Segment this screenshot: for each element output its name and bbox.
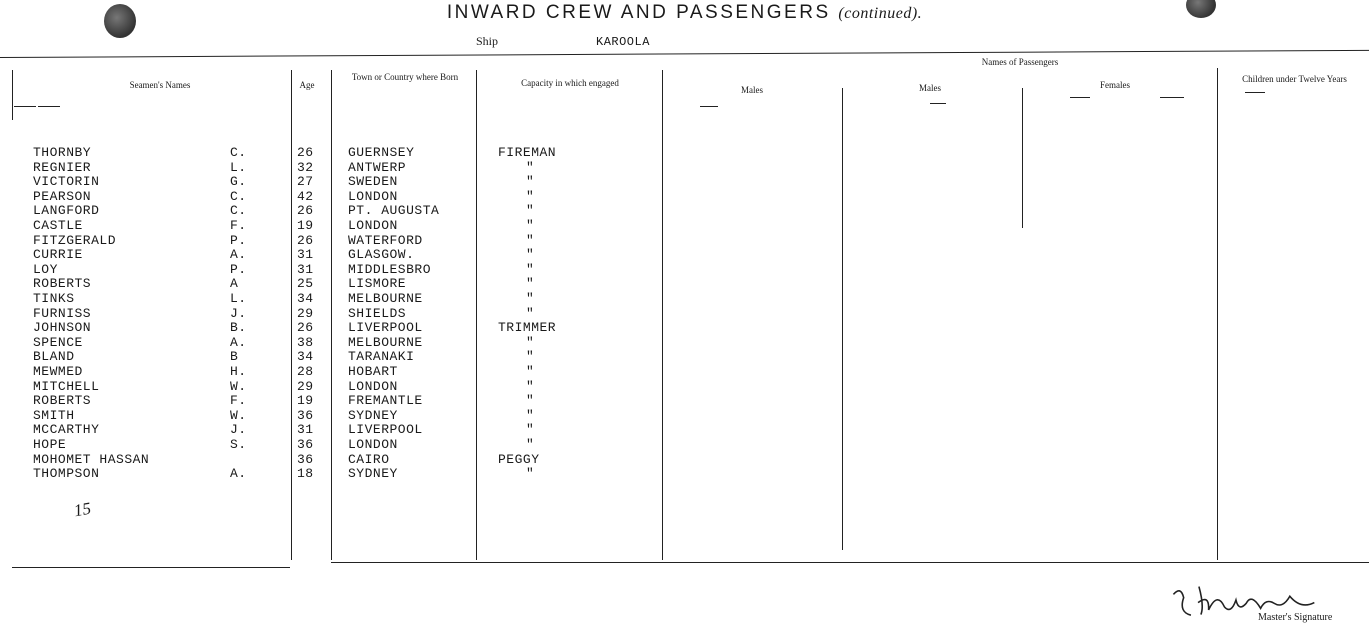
crew-capacity-ditto: " bbox=[526, 407, 535, 423]
crew-surname: MITCHELL bbox=[33, 378, 100, 394]
crew-age: 26 bbox=[297, 203, 314, 219]
crew-capacity-ditto: " bbox=[526, 247, 535, 263]
crew-born: PT. AUGUSTA bbox=[348, 203, 440, 219]
page-title bbox=[0, 2, 1369, 24]
crew-initial: S. bbox=[230, 437, 247, 452]
crew-initial: A. bbox=[230, 247, 247, 263]
crew-born: CAIRO bbox=[348, 451, 390, 467]
crew-capacity-ditto: " bbox=[526, 232, 535, 248]
header-capacity: Capacity in which engaged bbox=[521, 78, 619, 88]
crew-born: TARANAKI bbox=[348, 349, 415, 365]
crew-surname: HOPE bbox=[33, 437, 67, 452]
crew-surname: ROBERTS bbox=[33, 393, 92, 409]
ship-name: KAROOLA bbox=[596, 35, 650, 49]
crew-capacity-ditto: " bbox=[526, 349, 535, 365]
crew-born: LIVERPOOL bbox=[348, 320, 423, 336]
crew-capacity-ditto: " bbox=[526, 276, 535, 292]
crew-capacity-ditto: " bbox=[526, 305, 535, 321]
signature-label: Master's Signature bbox=[1258, 612, 1333, 623]
crew-surname: MEWMED bbox=[33, 364, 83, 379]
tally-mark: 15 bbox=[72, 498, 93, 521]
crew-age: 31 bbox=[297, 261, 314, 277]
crew-capacity-ditto: " bbox=[526, 334, 535, 350]
crew-born: HOBART bbox=[348, 364, 398, 379]
crew-surname: PEARSON bbox=[33, 188, 92, 204]
crew-born: SYDNEY bbox=[348, 407, 398, 423]
crew-born: LISMORE bbox=[348, 276, 407, 292]
crew-capacity-ditto: " bbox=[526, 159, 535, 175]
crew-capacity-ditto: " bbox=[526, 437, 535, 452]
crew-initial: B. bbox=[230, 320, 247, 336]
crew-born: LONDON bbox=[348, 218, 398, 233]
crew-age: 26 bbox=[297, 320, 314, 336]
header-males-1: Males bbox=[741, 85, 763, 95]
crew-born: MELBOURNE bbox=[348, 334, 423, 350]
crew-born: LONDON bbox=[348, 188, 398, 204]
header-females: Females bbox=[1100, 80, 1130, 90]
crew-initial: L. bbox=[230, 291, 247, 306]
crew-surname: TINKS bbox=[33, 291, 75, 306]
crew-surname: CURRIE bbox=[33, 247, 83, 263]
crew-age: 29 bbox=[297, 305, 314, 321]
crew-born: SHIELDS bbox=[348, 305, 407, 321]
crew-born: LONDON bbox=[348, 378, 398, 394]
crew-capacity-ditto: " bbox=[526, 174, 535, 190]
header-age: Age bbox=[299, 80, 315, 90]
crew-age: 34 bbox=[297, 349, 314, 365]
header-born: Town or Country where Born bbox=[351, 72, 459, 82]
crew-age: 34 bbox=[297, 291, 314, 306]
crew-age: 32 bbox=[297, 159, 314, 175]
crew-capacity-ditto: " bbox=[526, 422, 535, 438]
crew-initial: A. bbox=[230, 466, 247, 482]
crew-born: GUERNSEY bbox=[348, 145, 415, 160]
header-passengers: Names of Passengers bbox=[981, 57, 1059, 67]
crew-age: 29 bbox=[297, 378, 314, 394]
crew-age: 26 bbox=[297, 232, 314, 248]
crew-surname: ROBERTS bbox=[33, 276, 92, 292]
crew-capacity-ditto: " bbox=[526, 261, 535, 277]
crew-age: 28 bbox=[297, 364, 314, 379]
crew-surname: VICTORIN bbox=[33, 174, 100, 190]
crew-born: LONDON bbox=[348, 437, 398, 452]
crew-born: SWEDEN bbox=[348, 174, 398, 190]
crew-capacity-ditto: " bbox=[526, 188, 535, 204]
crew-initial: C. bbox=[230, 188, 247, 204]
crew-born: WATERFORD bbox=[348, 232, 423, 248]
crew-surname: JOHNSON bbox=[33, 320, 92, 336]
crew-surname: LOY bbox=[33, 261, 58, 277]
crew-age: 25 bbox=[297, 276, 314, 292]
crew-surname: THOMPSON bbox=[33, 466, 100, 482]
crew-age: 38 bbox=[297, 334, 314, 350]
crew-capacity-ditto: " bbox=[526, 218, 535, 233]
crew-surname: REGNIER bbox=[33, 159, 92, 175]
crew-born: LIVERPOOL bbox=[348, 422, 423, 438]
crew-initial: C. bbox=[230, 203, 247, 219]
crew-initial: G. bbox=[230, 174, 247, 190]
crew-initial: W. bbox=[230, 407, 247, 423]
crew-initial: J. bbox=[230, 422, 247, 438]
crew-initial: W. bbox=[230, 378, 247, 394]
title-text: INWARD CREW AND PASSENGERS bbox=[446, 2, 831, 23]
title-continued: (continued). bbox=[838, 5, 923, 22]
crew-surname: FITZGERALD bbox=[33, 232, 117, 248]
crew-initial: B bbox=[230, 349, 239, 365]
crew-surname: MCCARTHY bbox=[33, 422, 100, 438]
crew-surname: SPENCE bbox=[33, 334, 83, 350]
crew-surname: SMITH bbox=[33, 407, 75, 423]
crew-age: 26 bbox=[297, 145, 314, 160]
crew-capacity: PEGGY bbox=[498, 451, 540, 467]
crew-initial: A. bbox=[230, 334, 247, 350]
header-names: Seamen's Names bbox=[129, 80, 191, 90]
crew-capacity-ditto: " bbox=[526, 378, 535, 394]
crew-capacity: TRIMMER bbox=[498, 320, 557, 336]
crew-born: MIDDLESBRO bbox=[348, 261, 432, 277]
crew-initial: F. bbox=[230, 218, 247, 233]
crew-capacity-ditto: " bbox=[526, 364, 535, 379]
crew-surname: THORNBY bbox=[33, 145, 92, 160]
crew-age: 19 bbox=[297, 218, 314, 233]
header-males-2: Males bbox=[919, 83, 941, 93]
crew-born: ANTWERP bbox=[348, 159, 407, 175]
crew-initial: A bbox=[230, 276, 239, 292]
crew-initial: J. bbox=[230, 305, 247, 321]
crew-capacity-ditto: " bbox=[526, 291, 535, 306]
crew-initial: H. bbox=[230, 364, 247, 379]
crew-age: 36 bbox=[297, 407, 314, 423]
crew-age: 42 bbox=[297, 188, 314, 204]
header-children: Children under Twelve Years bbox=[1242, 74, 1347, 84]
crew-surname: MOHOMET HASSAN bbox=[33, 451, 150, 467]
crew-born: SYDNEY bbox=[348, 466, 398, 482]
crew-capacity-ditto: " bbox=[526, 466, 535, 482]
crew-initial: F. bbox=[230, 393, 247, 409]
ship-label: Ship bbox=[476, 34, 499, 48]
crew-surname: LANGFORD bbox=[33, 203, 100, 219]
crew-initial: L. bbox=[230, 159, 247, 175]
crew-capacity-ditto: " bbox=[526, 203, 535, 219]
crew-age: 31 bbox=[297, 422, 314, 438]
crew-age: 27 bbox=[297, 174, 314, 190]
crew-age: 19 bbox=[297, 393, 314, 409]
crew-born: MELBOURNE bbox=[348, 291, 423, 306]
crew-capacity-ditto: " bbox=[526, 393, 535, 409]
crew-capacity: FIREMAN bbox=[498, 145, 557, 160]
crew-age: 36 bbox=[297, 437, 314, 452]
crew-age: 31 bbox=[297, 247, 314, 263]
crew-surname: FURNISS bbox=[33, 305, 92, 321]
crew-surname: BLAND bbox=[33, 349, 75, 365]
crew-born: GLASGOW. bbox=[348, 247, 415, 263]
crew-age: 18 bbox=[297, 466, 314, 482]
crew-born: FREMANTLE bbox=[348, 393, 423, 409]
crew-initial: P. bbox=[230, 261, 247, 277]
crew-surname: CASTLE bbox=[33, 218, 83, 233]
crew-initial: P. bbox=[230, 232, 247, 248]
crew-initial: C. bbox=[230, 145, 247, 160]
crew-age: 36 bbox=[297, 451, 314, 467]
